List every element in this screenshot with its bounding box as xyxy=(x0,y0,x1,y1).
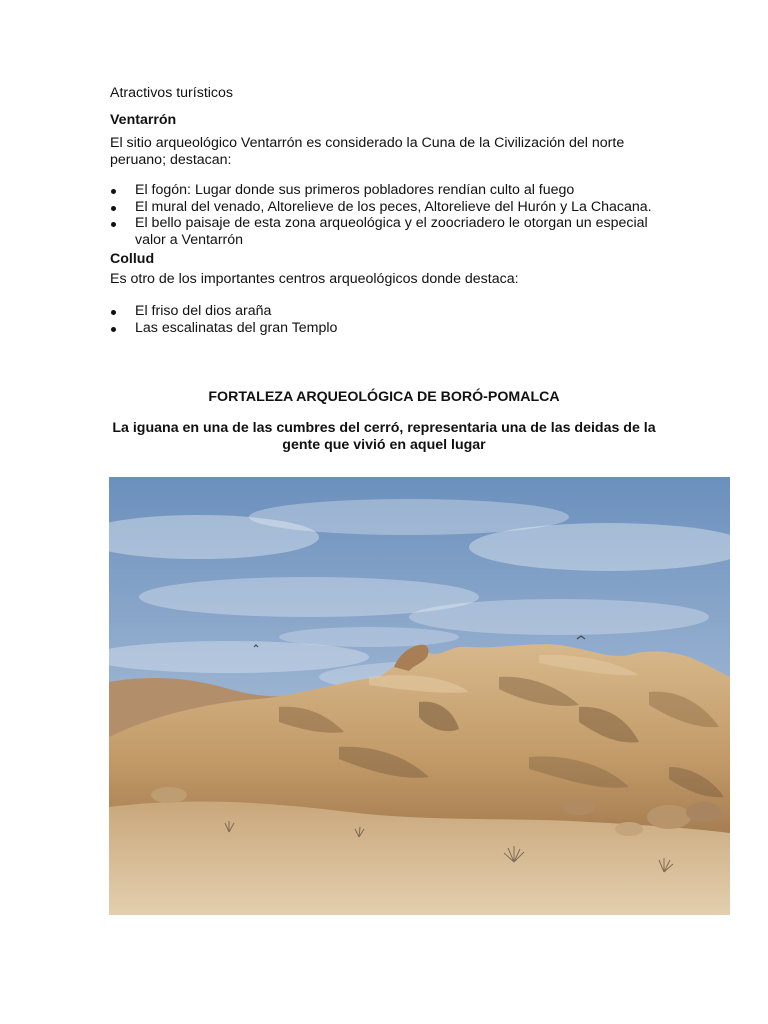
bullet-list-collud xyxy=(110,303,670,336)
list-item xyxy=(110,182,680,199)
list-item-text: Las escalinatas del gran Templo xyxy=(135,319,338,336)
bullet-icon xyxy=(111,327,116,332)
list-item xyxy=(110,199,680,216)
list-item-text: El mural del venado, Altorelieve de los peces, Altorelieve del Hurón y La Chacana. xyxy=(135,198,652,215)
section-title-collud: Collud xyxy=(110,251,155,267)
list-item-text: El friso del dios araña xyxy=(135,303,272,319)
list-item xyxy=(110,320,670,337)
list-item xyxy=(110,215,655,248)
list-item-text: El bello paisaje de esta zona arqueológica y el zoocriadero le otorgan un especial valor a Ventarrón xyxy=(135,215,648,248)
section-intro-collud: Es otro de los importantes centros arqueológicos donde destaca: xyxy=(110,271,519,287)
bullet-icon xyxy=(111,310,116,315)
bullet-icon xyxy=(111,206,116,211)
bullet-list-ventarron xyxy=(110,182,680,248)
page-heading: Atractivos turísticos xyxy=(110,85,233,101)
bullet-icon xyxy=(111,189,116,194)
list-item xyxy=(110,303,670,320)
bullet-icon xyxy=(111,222,116,227)
photo-caption: La iguana en una de las cumbres del cerró, representaria una de las deidas de la gente que vivió en aquel lugar xyxy=(112,420,656,453)
section-intro-ventarron: El sitio arqueológico Ventarrón es considerado la Cuna de la Civilización del norte peruano; destacan: xyxy=(110,135,625,168)
feature-title: FORTALEZA ARQUEOLÓGICA DE BORÓ-POMALCA xyxy=(208,389,560,405)
list-item-text: El fogón: Lugar donde sus primeros pobladores rendían culto al fuego xyxy=(135,182,575,198)
section-title-ventarron: Ventarrón xyxy=(110,112,177,128)
landscape-photo xyxy=(109,477,730,915)
